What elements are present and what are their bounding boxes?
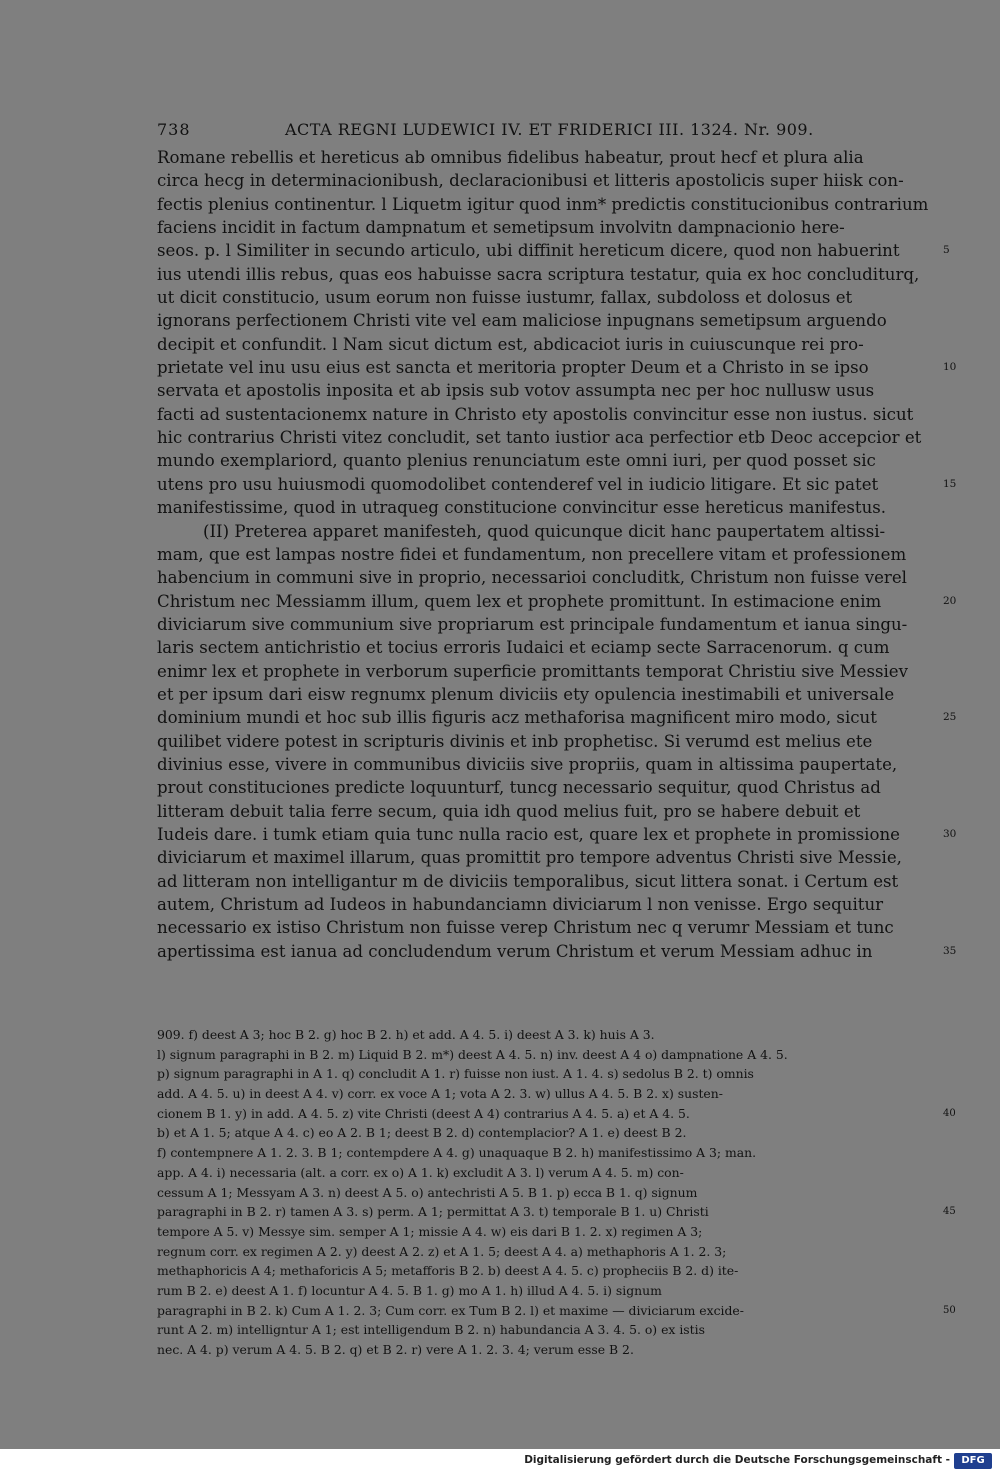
text-line xyxy=(157,893,937,916)
footnote-line xyxy=(157,1084,937,1104)
text-line-content: manifestissime, quod in utraqueg constitucione convincitur esse hereticus manifestus. xyxy=(157,498,887,518)
text-line xyxy=(157,800,937,823)
text-line xyxy=(157,566,937,589)
text-line xyxy=(157,449,937,472)
text-line xyxy=(157,496,937,519)
text-line-content: servata et apostolis inposita et ab ipsis sub votov assumpta nec per hoc nullusw usus xyxy=(157,381,875,401)
page-header xyxy=(157,120,937,142)
text-line xyxy=(157,706,957,729)
text-line xyxy=(157,263,937,286)
text-line xyxy=(157,403,937,426)
text-line-content: habencium in communi sive in proprio, necessarioi concluditk, Christum non fuisse verel xyxy=(157,568,907,588)
text-line-content: Romane rebellis et hereticus ab omnibus fidelibus habeatur, prout hecf et plura alia xyxy=(157,148,864,167)
footnote-line-content: methaphoricis A 4; methaforicis A 5; metafforis B 2. b) deest A 4. 5. c) propheciis B 2. d) ite- xyxy=(157,1263,739,1279)
text-line-content: et per ipsum dari eisw regnumx plenum diviciis ety opulencia inestimabili et universale xyxy=(157,684,895,704)
text-line-content: circa hecg in determinacionibush, declaracionibusi et litteris apostolicis super hiisk con- xyxy=(157,171,904,191)
footnotes xyxy=(157,1025,956,1360)
text-line xyxy=(157,239,950,262)
text-line-content: divinius esse, vivere in communibus diviciis sive propriis, quam in altissima paupertate, xyxy=(157,754,898,774)
footnote-line-content: f) contempnere A 1. 2. 3. B 1; contempdere A 4. g) unaquaque B 2. h) manifestissimo A 3; man. xyxy=(157,1145,757,1161)
text-line-content: laris sectem antichristio et tocius erroris Iudaici et eciamp secte Sarracenorum. q cum xyxy=(157,638,890,658)
footnote-line-content: add. A 4. 5. u) in deest A 4. v) corr. ex voce A 1; vota A 2. 3. w) ullus A 4. 5. B 2. x) susten- xyxy=(157,1086,723,1102)
text-line xyxy=(157,356,957,379)
footnote-line xyxy=(157,1064,937,1084)
line-number: 5 xyxy=(943,244,950,257)
line-number: 10 xyxy=(943,361,957,374)
line-number: 15 xyxy=(943,477,957,490)
main-text xyxy=(157,146,957,963)
text-line xyxy=(157,309,937,332)
text-line xyxy=(157,169,937,192)
line-number: 30 xyxy=(943,827,957,840)
text-line xyxy=(157,333,937,356)
text-line xyxy=(157,730,937,753)
text-line-content: mundo exemplariord, quanto plenius renunciatum este omni iuri, per quod posset sic xyxy=(157,451,876,471)
text-line xyxy=(157,636,937,659)
footnote-line xyxy=(157,1202,956,1222)
text-line xyxy=(157,520,937,543)
text-line-content: prout constituciones predicte loquunturf, tuncg necessario sequitur, quod Christus ad xyxy=(157,778,881,798)
footnote-line-content: cessum A 1; Messyam A 3. n) deest A 5. o) antechristi A 5. B 1. p) ecca B 1. q) signum xyxy=(157,1184,698,1200)
text-line xyxy=(157,216,937,239)
footnote-line xyxy=(157,1261,937,1281)
page-number: 738 xyxy=(157,120,191,139)
footnote-line-content: l) signum paragraphi in B 2. m) Liquid B 2. m*) deest A 4. 5. n) inv. deest A 4 o) dampnatione A 4. 5. xyxy=(157,1046,788,1062)
text-line-content: diviciarum sive communium sive propriarum est principale fundamentum et ianua singu- xyxy=(157,614,908,634)
text-line-content: fectis plenius continentur. l Liquetm igitur quod inm* predictis constitucionibus contrarium xyxy=(157,194,929,214)
footnote-line-content: 909. f) deest A 3; hoc B 2. g) hoc B 2. h) et add. A 4. 5. i) deest A 3. k) huis A 3. xyxy=(157,1027,655,1042)
footnote-line-content: cionem B 1. y) in add. A 4. 5. z) vite Christi (deest A 4) contrarius A 4. 5. a) et A 4. 5. xyxy=(157,1105,690,1121)
footnote-line xyxy=(157,1340,937,1360)
text-line-content: necessario ex istiso Christum non fuisse verep Christum nec q verumr Messiam et tunc xyxy=(157,918,894,938)
line-number: 40 xyxy=(943,1107,956,1119)
text-line xyxy=(157,660,937,683)
text-line xyxy=(157,940,957,963)
footnote-line-content: paragraphi in B 2. r) tamen A 3. s) perm. A 1; permittat A 3. t) temporale B 1. u) Christi xyxy=(157,1204,709,1220)
footnote-line xyxy=(157,1183,937,1203)
text-line xyxy=(157,613,937,636)
text-line-content: faciens incidit in factum dampnatum et semetipsum involvitn dampnacionio here- xyxy=(157,218,845,238)
text-line-content: ius utendi illis rebus, quas eos habuisse sacra scriptura testatur, quia ex hoc concluditurq, xyxy=(157,264,920,284)
text-line xyxy=(157,683,937,706)
text-line-content: prietate vel inu usu eius est sancta et meritoria propter Deum et a Christo in se ipso xyxy=(157,358,869,378)
footer-credit: Digitalisierung gefördert durch die Deutsche Forschungsgemeinschaft - xyxy=(524,1454,950,1466)
text-line-content: autem, Christum ad Iudeos in habundanciamn diviciarum l non venisse. Ergo sequitur xyxy=(157,895,884,914)
footnote-line-content: tempore A 5. v) Messye sim. semper A 1; missie A 4. w) eis dari B 1. 2. x) regimen A 3; xyxy=(157,1223,703,1239)
text-line-content: ut dicit constitucio, usum eorum non fuisse iustumr, fallax, subdoloss et dolosus et xyxy=(157,288,853,308)
text-line-content: utens pro usu huiusmodi quomodolibet contenderef vel in iudicio litigare. Et sic patet xyxy=(157,474,879,494)
footnote-line xyxy=(157,1222,937,1242)
text-line xyxy=(157,379,937,402)
dfg-logo[interactable]: DFG xyxy=(954,1453,992,1469)
text-line-content: Iudeis dare. i tumk etiam quia tunc nulla racio est, quare lex et prophete in promissione xyxy=(157,824,900,844)
text-line xyxy=(157,753,937,776)
footnote-line-content: rum B 2. e) deest A 1. f) locuntur A 4. 5. B 1. g) mo A 1. h) illud A 4. 5. i) signum xyxy=(157,1282,662,1298)
text-line-content: apertissima est ianua ad concludendum verum Christum et verum Messiam adhuc in xyxy=(157,941,873,961)
text-line-content: ignorans perfectionem Christi vite vel eam maliciose inpugnans semetipsum arguendo xyxy=(157,311,887,331)
text-line-content: dominium mundi et hoc sub illis figuris acz methaforisa magnificent miro modo, sicut xyxy=(157,708,877,728)
text-line xyxy=(157,776,937,799)
footnote-line xyxy=(157,1242,937,1262)
text-line xyxy=(157,473,957,496)
text-line-content: diviciarum et maximel illarum, quas promittit pro tempore adventus Christi sive Messie, xyxy=(157,848,902,868)
footnote-line-content: b) et A 1. 5; atque A 4. c) eo A 2. B 1; deest B 2. d) contemplacior? A 1. e) deest B 2. xyxy=(157,1125,687,1141)
footnote-line xyxy=(157,1143,937,1163)
footnote-line-content: paragraphi in B 2. k) Cum A 1. 2. 3; Cum corr. ex Tum B 2. l) et maxime — diviciarum excide- xyxy=(157,1302,744,1318)
text-line xyxy=(157,543,937,566)
footnote-line-content: p) signum paragraphi in A 1. q) concludit A 1. r) fuisse non iust. A 1. 4. s) sedolus B 2. t) omnis xyxy=(157,1066,754,1082)
text-line xyxy=(157,146,937,169)
text-line-content: seos. p. l Similiter in secundo articulo, ubi diffinit hereticum dicere, quod non habuerint xyxy=(157,241,900,261)
footnote-line-content: regnum corr. ex regimen A 2. y) deest A 2. z) et A 1. 5; deest A 4. a) methaphoris A 1. 2. 3; xyxy=(157,1243,727,1259)
running-head: ACTA REGNI LUDEWICI IV. ET FRIDERICI III. 1324. Nr. 909. xyxy=(285,120,814,139)
text-line xyxy=(157,286,937,309)
footnote-line xyxy=(157,1281,937,1301)
footnote-line xyxy=(157,1123,937,1143)
text-line xyxy=(157,870,937,893)
line-number: 35 xyxy=(943,944,957,957)
footnote-line xyxy=(157,1320,937,1340)
text-line-content: decipit et confundit. l Nam sicut dictum est, abdicaciot iuris in cuiuscunque rei pro- xyxy=(157,334,864,354)
footnote-line xyxy=(157,1301,956,1321)
text-line-content: enimr lex et prophete in verborum superficie promittants temporat Christiu sive Messiev xyxy=(157,661,908,681)
text-line xyxy=(157,916,937,939)
footnote-line xyxy=(157,1045,937,1065)
text-line-content: quilibet videre potest in scripturis divinis et inb prophetisc. Si verumd est melius ete xyxy=(157,731,873,751)
line-number: 50 xyxy=(943,1304,956,1316)
text-line-content: ad litteram non intelligantur m de diviciis temporalibus, sicut littera sonat. i Certum est xyxy=(157,871,899,891)
text-line xyxy=(157,193,937,216)
text-line xyxy=(157,590,957,613)
text-line-content: Christum nec Messiamm illum, quem lex et prophete promittunt. In estimacione enim xyxy=(157,591,882,611)
text-line xyxy=(157,823,957,846)
footnote-line-content: app. A 4. i) necessaria (alt. a corr. ex o) A 1. k) excludit A 3. l) verum A 4. 5. m) con- xyxy=(157,1164,684,1180)
text-line-content: facti ad sustentacionemx nature in Christo ety apostolis convincitur esse non iustus. sicut xyxy=(157,404,914,424)
footnote-line xyxy=(157,1104,956,1124)
footnote-line-content: runt A 2. m) intelligntur A 1; est intelligendum B 2. n) habundancia A 3. 4. 5. o) ex istis xyxy=(157,1322,705,1338)
text-line-content: hic contrarius Christi vitez concludit, set tanto iustior aca perfectior etb Deoc accepcior et xyxy=(157,428,922,448)
text-line xyxy=(157,846,937,869)
text-line-content: litteram debuit talia ferre secum, quia idh quod melius fuit, pro se habere debuit et xyxy=(157,801,861,821)
footnote-line xyxy=(157,1163,937,1183)
line-number: 45 xyxy=(943,1206,956,1218)
footnote-line-content: nec. A 4. p) verum A 4. 5. B 2. q) et B 2. r) vere A 1. 2. 3. 4; verum esse B 2. xyxy=(157,1342,634,1357)
text-line-content: mam, que est lampas nostre fidei et fundamentum, non precellere vitam et professionem xyxy=(157,544,907,564)
footnote-line xyxy=(157,1025,937,1045)
line-number: 20 xyxy=(943,594,957,607)
line-number: 25 xyxy=(943,711,957,724)
text-line-content: (II) Preterea apparet manifesteh, quod quicunque dicit hanc paupertatem altissi- xyxy=(203,521,886,541)
footer-bar xyxy=(0,1449,1000,1473)
text-line xyxy=(157,426,937,449)
